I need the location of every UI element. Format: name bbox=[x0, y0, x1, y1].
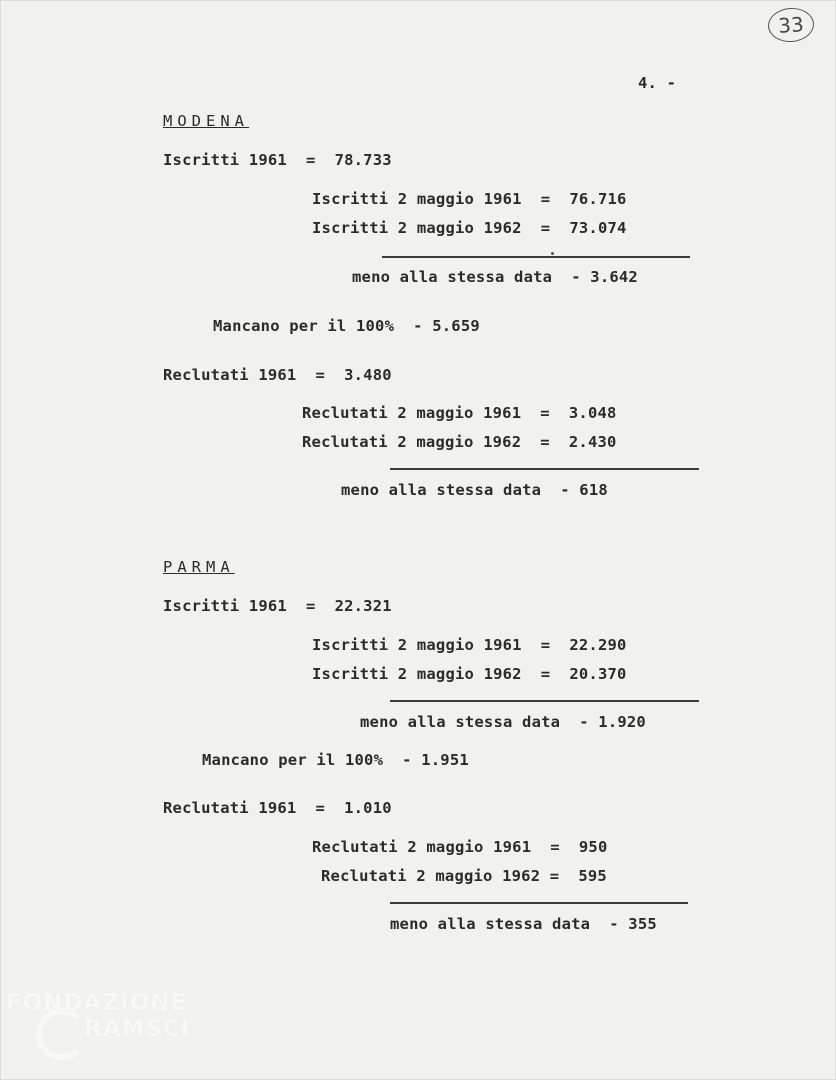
parma-mancano: Mancano per il 100% - 1.951 bbox=[202, 751, 469, 769]
modena-reclutati-may-1961: Reclutati 2 maggio 1961 = 3.048 bbox=[302, 404, 617, 422]
modena-reclutati-may-1962: Reclutati 2 maggio 1962 = 2.430 bbox=[302, 433, 617, 451]
sum-rule bbox=[390, 700, 699, 702]
parma-iscritti-may-1962: Iscritti 2 maggio 1962 = 20.370 bbox=[312, 665, 627, 683]
parma-reclutati-1961: Reclutati 1961 = 1.010 bbox=[163, 799, 392, 817]
modena-reclutati-difference: meno alla stessa data - 618 bbox=[341, 481, 608, 499]
parma-reclutati-may-1962: Reclutati 2 maggio 1962 = 595 bbox=[321, 867, 607, 885]
parma-iscritti-may-1961: Iscritti 2 maggio 1961 = 22.290 bbox=[312, 636, 627, 654]
parma-iscritti-difference: meno alla stessa data - 1.920 bbox=[360, 713, 646, 731]
archive-number: 33 bbox=[767, 6, 815, 43]
modena-iscritti-difference: meno alla stessa data - 3.642 bbox=[352, 268, 638, 286]
modena-mancano: Mancano per il 100% - 5.659 bbox=[213, 317, 480, 335]
page-number: 4. - bbox=[638, 74, 677, 92]
parma-iscritti-1961: Iscritti 1961 = 22.321 bbox=[163, 597, 392, 615]
modena-iscritti-may-1961: Iscritti 2 maggio 1961 = 76.716 bbox=[312, 190, 627, 208]
modena-iscritti-1961: Iscritti 1961 = 78.733 bbox=[163, 151, 392, 169]
parma-reclutati-difference: meno alla stessa data - 355 bbox=[390, 915, 657, 933]
modena-iscritti-may-1962: Iscritti 2 maggio 1962 = 73.074 bbox=[312, 219, 627, 237]
sum-rule bbox=[390, 902, 688, 904]
sum-rule bbox=[390, 468, 699, 470]
fondazione-gramsci-watermark bbox=[6, 990, 216, 1070]
ink-speck bbox=[551, 252, 554, 255]
watermark-line1: FONDAZIONE bbox=[6, 990, 188, 1016]
watermark-line2: RAMSCI bbox=[84, 1016, 191, 1042]
modena-reclutati-1961: Reclutati 1961 = 3.480 bbox=[163, 366, 392, 384]
section-title-modena: MODENA bbox=[163, 112, 249, 130]
parma-reclutati-may-1961: Reclutati 2 maggio 1961 = 950 bbox=[312, 838, 608, 856]
section-title-parma: PARMA bbox=[163, 558, 235, 576]
sum-rule bbox=[382, 256, 690, 258]
